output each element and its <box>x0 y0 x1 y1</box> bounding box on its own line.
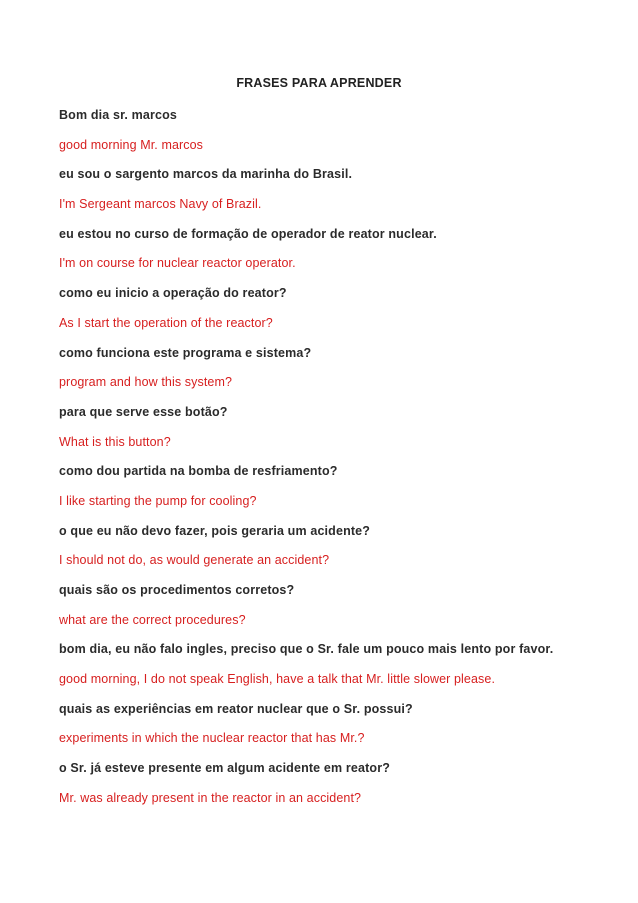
portuguese-phrase: quais são os procedimentos corretos? <box>59 583 295 597</box>
phrase-pair <box>59 576 619 635</box>
phrase-list <box>59 101 619 814</box>
portuguese-phrase: como dou partida na bomba de resfriamento? <box>59 464 338 479</box>
phrase-pair <box>59 695 619 754</box>
english-translation: I'm Sergeant marcos Navy of Brazil. <box>59 197 262 212</box>
portuguese-phrase: Bom dia sr. marcos <box>59 108 178 122</box>
phrase-pair <box>59 279 619 338</box>
portuguese-phrase: como eu inicio a operação do reator? <box>59 286 287 301</box>
phrase-pair <box>59 220 619 279</box>
portuguese-phrase: bom dia, eu não falo ingles, preciso que o Sr. fale um pouco mais lento por favor. <box>59 642 554 657</box>
english-translation: I like starting the pump for cooling? <box>59 493 257 508</box>
phrase-pair <box>59 160 619 219</box>
phrase-pair <box>59 457 619 516</box>
english-translation: Mr. was already present in the reactor in an accident? <box>59 790 362 805</box>
english-translation: experiments in which the nuclear reactor that has Mr.? <box>59 731 365 746</box>
english-translation: What is this button? <box>59 434 171 449</box>
portuguese-phrase: eu estou no curso de formação de operador de reator nuclear. <box>59 226 437 241</box>
english-translation: what are the correct procedures? <box>59 612 246 627</box>
phrase-pair <box>59 635 619 694</box>
document-title: FRASES PARA APRENDER <box>236 76 402 90</box>
portuguese-phrase: o Sr. já esteve presente em algum acidente em reator? <box>59 761 391 776</box>
phrase-pair <box>59 398 619 457</box>
phrase-pair <box>59 339 619 398</box>
english-translation: I should not do, as would generate an accident? <box>59 553 330 568</box>
phrase-pair <box>59 101 619 160</box>
portuguese-phrase: como funciona este programa e sistema? <box>59 345 312 360</box>
english-translation: program and how this system? <box>59 375 233 390</box>
portuguese-phrase: quais as experiências em reator nuclear que o Sr. possui? <box>59 701 413 716</box>
english-translation: good morning, I do not speak English, have a talk that Mr. little slower please. <box>59 672 496 687</box>
english-translation: As I start the operation of the reactor? <box>59 315 273 330</box>
portuguese-phrase: para que serve esse botão? <box>59 404 228 419</box>
portuguese-phrase: o que eu não devo fazer, pois geraria um acidente? <box>59 523 371 538</box>
english-translation: good morning Mr. marcos <box>59 137 204 152</box>
phrase-pair <box>59 754 619 813</box>
portuguese-phrase: eu sou o sargento marcos da marinha do Brasil. <box>59 167 353 182</box>
phrase-pair <box>59 517 619 576</box>
english-translation: I'm on course for nuclear reactor operator. <box>59 256 296 271</box>
